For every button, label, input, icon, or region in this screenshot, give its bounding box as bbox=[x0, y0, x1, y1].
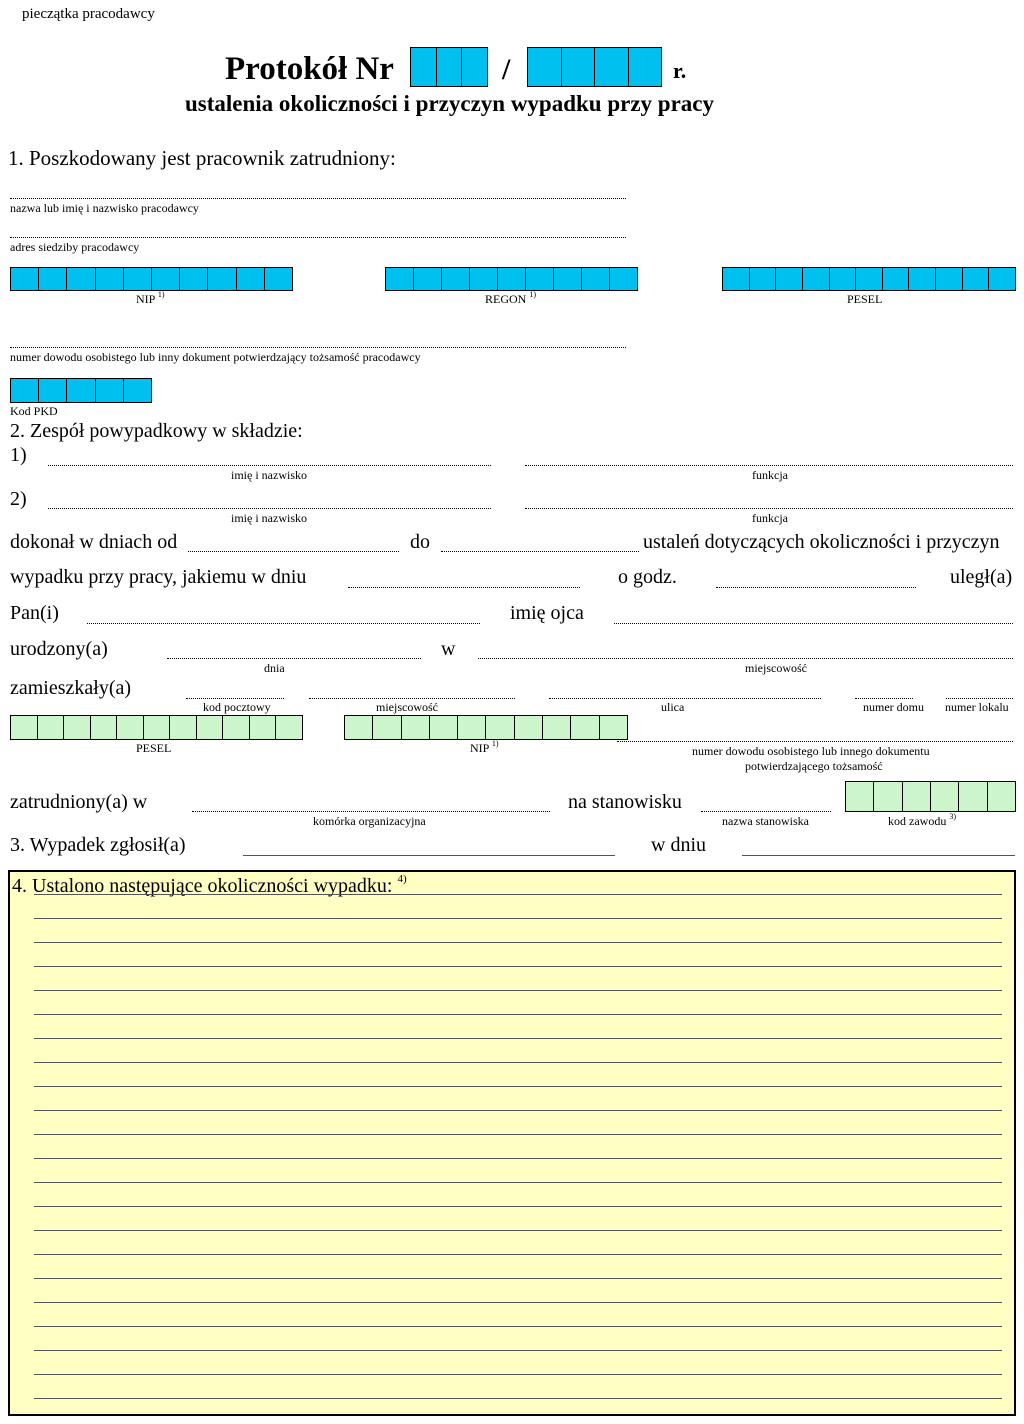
date-from-line[interactable] bbox=[188, 551, 399, 552]
position-text: na stanowisku bbox=[568, 791, 682, 813]
at-hour-text: o godz. bbox=[618, 566, 677, 588]
postcode-line[interactable] bbox=[186, 698, 284, 699]
employer-id-label: numer dowodu osobistego lub inny dokument potwierdzający tożsamość pracodawcy bbox=[10, 350, 421, 364]
section4-heading: 4. Ustalono następujące okoliczności wypadku: $^{4)}$ bbox=[12, 873, 407, 897]
house-number-label: numer domu bbox=[863, 700, 924, 714]
victim-nip-boxes[interactable] bbox=[344, 715, 628, 740]
employer-pesel-label: PESEL bbox=[847, 292, 883, 306]
member1-number: 1) bbox=[10, 444, 27, 466]
reporter-line[interactable] bbox=[243, 855, 615, 856]
title-prefix: Protokół Nr bbox=[225, 51, 394, 87]
protocol-year-boxes[interactable] bbox=[527, 47, 662, 87]
member1-function-label: funkcja bbox=[752, 468, 788, 482]
member2-name-line[interactable] bbox=[48, 508, 491, 509]
position-label: nazwa stanowiska bbox=[722, 814, 809, 828]
employed-in-text: zatrudniony(a) w bbox=[10, 791, 148, 813]
title-separator: / bbox=[502, 53, 511, 86]
member2-function-label: funkcja bbox=[752, 511, 788, 525]
victim-pesel-boxes[interactable] bbox=[10, 715, 303, 740]
victim-id-label-1: numer dowodu osobistego lub innego dokumentu bbox=[692, 744, 930, 758]
birth-date-label: dnia bbox=[264, 661, 285, 675]
employer-pesel-boxes[interactable] bbox=[722, 267, 1016, 291]
mr-mrs-text: Pan(i) bbox=[10, 602, 59, 624]
pkd-code-boxes[interactable] bbox=[10, 378, 152, 403]
resident-text: zamieszkały(a) bbox=[10, 677, 132, 699]
member2-number: 2) bbox=[10, 488, 27, 510]
employer-address-line[interactable] bbox=[10, 237, 626, 238]
employer-name-label: nazwa lub imię i nazwisko pracodawcy bbox=[10, 201, 199, 215]
city-label: miejscowość bbox=[376, 700, 438, 714]
job-code-label: kod zawodu $^{3)}$ bbox=[888, 812, 956, 828]
pkd-code-label: Kod PKD bbox=[10, 404, 58, 418]
page-subtitle: ustalenia okoliczności i przyczyn wypadku przy pracy bbox=[185, 91, 715, 116]
accident-hour-line[interactable] bbox=[716, 587, 916, 588]
section3-heading: 3. Wypadek zgłosił(a) bbox=[10, 834, 186, 856]
to-text: do bbox=[410, 531, 430, 553]
member2-name-label: imię i nazwisko bbox=[231, 511, 307, 525]
house-number-line[interactable] bbox=[855, 698, 913, 699]
birth-place-label: miejscowość bbox=[745, 661, 807, 675]
employer-regon-boxes[interactable] bbox=[385, 267, 638, 291]
report-date-line[interactable] bbox=[742, 855, 1015, 856]
street-label: ulica bbox=[661, 700, 685, 714]
circumstances-panel[interactable] bbox=[8, 870, 1016, 1416]
section2-heading: 2. Zespół powypadkowy w składzie: bbox=[10, 420, 303, 442]
org-unit-label: komórka organizacyjna bbox=[313, 814, 426, 828]
employer-regon-label: REGON $^{1)}$ bbox=[485, 290, 537, 306]
report-date-text: w dniu bbox=[651, 834, 706, 856]
protocol-number-boxes[interactable] bbox=[410, 47, 488, 87]
victim-nip-label: NIP $^{1)}$ bbox=[470, 739, 499, 755]
born-text: urodzony(a) bbox=[10, 638, 108, 660]
member2-function-line[interactable] bbox=[525, 508, 1013, 509]
father-name-line[interactable] bbox=[614, 623, 1013, 624]
performed-from-text: dokonał w dniach od bbox=[10, 531, 178, 553]
member1-name-line[interactable] bbox=[48, 465, 491, 466]
victim-id-label-2: potwierdzającego tożsamość bbox=[745, 759, 883, 773]
findings-text: ustaleń dotyczących okoliczności i przyczyn bbox=[643, 531, 1000, 553]
victim-pesel-label: PESEL bbox=[136, 741, 172, 755]
accident-on-text: wypadku przy pracy, jakiemu w dniu bbox=[10, 566, 307, 588]
employer-nip-label: NIP $^{1)}$ bbox=[136, 290, 165, 306]
employer-nip-boxes[interactable] bbox=[10, 267, 293, 291]
birth-place-line[interactable] bbox=[478, 658, 1013, 659]
stamp-label: pieczątka pracodawcy bbox=[22, 6, 155, 22]
employer-id-line[interactable] bbox=[10, 347, 626, 348]
employer-name-line[interactable] bbox=[10, 198, 626, 199]
member1-name-label: imię i nazwisko bbox=[231, 468, 307, 482]
date-to-line[interactable] bbox=[441, 551, 639, 552]
section1-heading: 1. Poszkodowany jest pracownik zatrudniony: bbox=[8, 146, 396, 170]
father-name-text: imię ojca bbox=[510, 602, 584, 624]
accident-date-line[interactable] bbox=[348, 587, 580, 588]
birth-date-line[interactable] bbox=[167, 658, 421, 659]
suffered-text: uległ(a) bbox=[950, 566, 1013, 588]
born-in-text: w bbox=[441, 638, 456, 660]
victim-name-line[interactable] bbox=[87, 623, 480, 624]
position-line[interactable] bbox=[701, 811, 831, 812]
member1-function-line[interactable] bbox=[525, 465, 1013, 466]
title-suffix: r. bbox=[673, 58, 687, 83]
employer-address-label: adres siedziby pracodawcy bbox=[10, 240, 140, 254]
postcode-label: kod pocztowy bbox=[203, 700, 271, 714]
flat-number-label: numer lokalu bbox=[945, 700, 1009, 714]
victim-id-line[interactable] bbox=[617, 741, 1013, 742]
flat-number-line[interactable] bbox=[946, 698, 1013, 699]
org-unit-line[interactable] bbox=[192, 811, 550, 812]
street-line[interactable] bbox=[549, 698, 821, 699]
city-line[interactable] bbox=[309, 698, 515, 699]
job-code-boxes[interactable] bbox=[845, 781, 1016, 812]
